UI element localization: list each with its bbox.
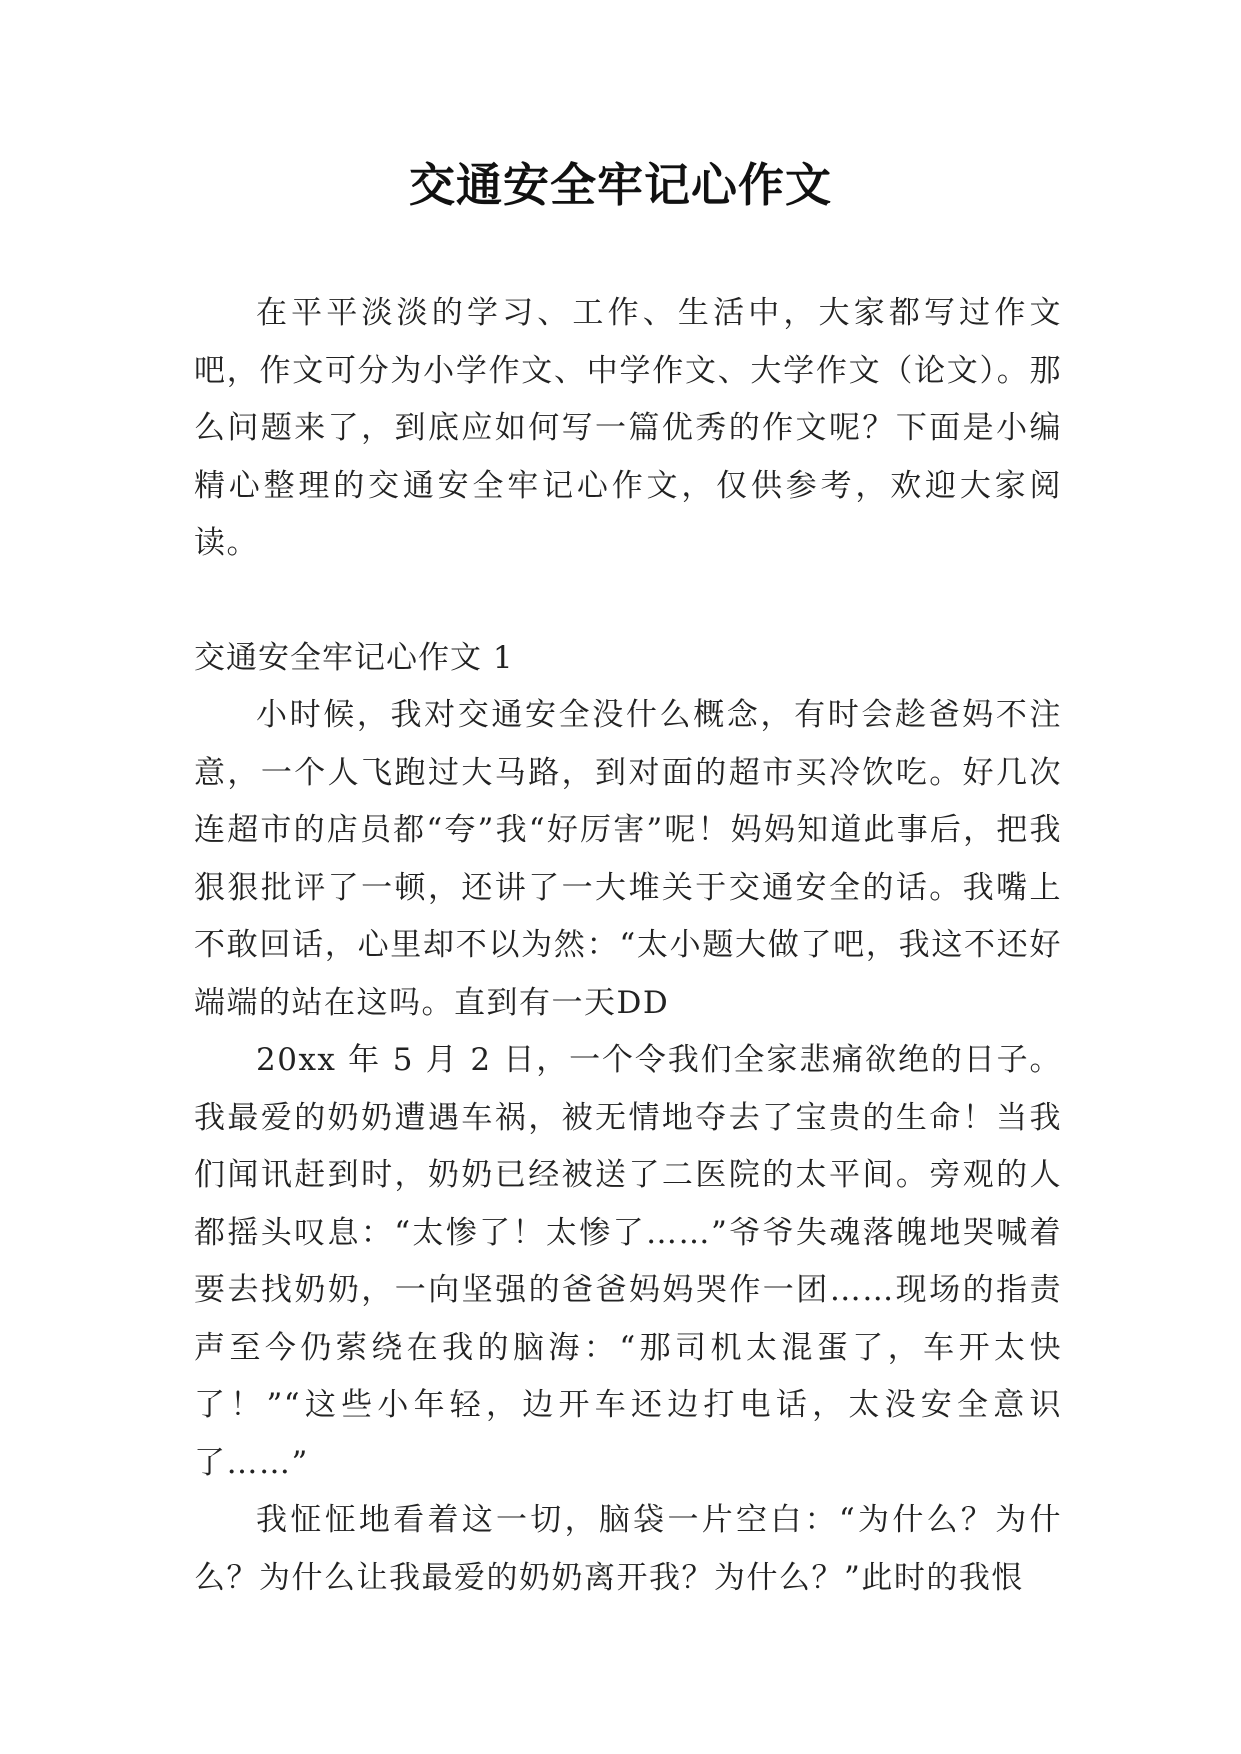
document-body (194, 285, 1062, 1607)
intro-paragraph: 在平平淡淡的学习、工作、生活中，大家都写过作文吧，作文可分为小学作文、中学作文、大学作文（论文）。那么问题来了，到底应如何写一篇优秀的作文呢？下面是小编精心整理的交通安全牢记心作文，仅供参考，欢迎大家阅读。 (194, 295, 1062, 561)
body-paragraph-2: 20xx 年 5 月 2 日，一个令我们全家悲痛欲绝的日子。我最爱的奶奶遭遇车祸，被无情地夺去了宝贵的生命！当我们闻讯赶到时，奶奶已经被送了二医院的太平间。旁观的人都摇头叹息：“太惨了！太惨了……”爷爷失魂落魄地哭喊着要去找奶奶，一向坚强的爸爸妈妈哭作一团……现场的指责声至今仍萦绕在我的脑海：“那司机太混蛋了，车开太快了！”“这些小年轻，边开车还边打电话，太没安全意识了……” (194, 1042, 1062, 1481)
document-title: 交通安全牢记心作文 (409, 158, 832, 212)
section-heading: 交通安全牢记心作文 1 (194, 639, 514, 676)
body-paragraph-3: 我怔怔地看着这一切，脑袋一片空白：“为什么？为什么？为什么让我最爱的奶奶离开我？为什么？”此时的我恨 (194, 1502, 1062, 1596)
body-paragraph-1: 小时候，我对交通安全没什么概念，有时会趁爸妈不注意，一个人飞跑过大马路，到对面的超市买冷饮吃。好几次连超市的店员都“夸”我“好厉害”呢！妈妈知道此事后，把我狠狠批评了一顿，还讲了一大堆关于交通安全的话。我嘴上不敢回话，心里却不以为然：“太小题大做了吧，我这不还好端端的站在这吗。直到有一天DD (194, 697, 1062, 1021)
